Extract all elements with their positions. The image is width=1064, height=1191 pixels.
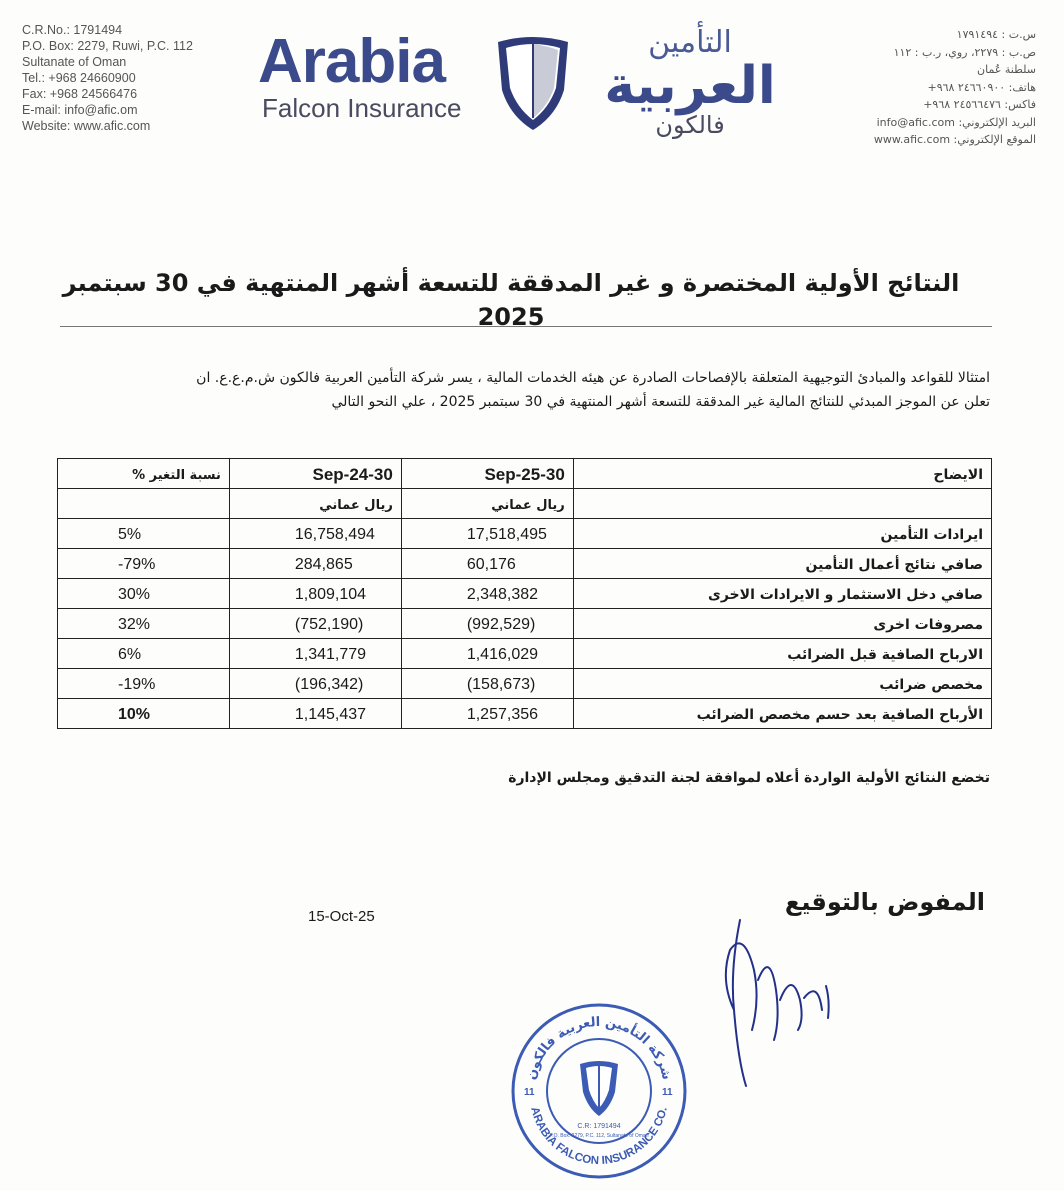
row-value-2024: 1,809,104 [229, 579, 401, 609]
po-box: P.O. Box: 2279, Ruwi, P.C. 112 [22, 39, 193, 53]
seal-number-right: 11 [662, 1087, 673, 1098]
logo-falcon-text: Falcon Insurance [262, 93, 462, 123]
row-desc: مخصص ضرائب [573, 669, 991, 699]
fax: Fax: +968 24566476 [22, 87, 138, 101]
table-row-total [58, 699, 992, 729]
table-currency-row [58, 489, 992, 519]
row-change: -79% [58, 549, 230, 579]
header-desc: الايضاح [573, 459, 991, 489]
document-title: النتائج الأولية المختصرة و غير المدققة للتسعة أشهر المنتهية في 30 سبتمبر 2025 [62, 269, 960, 331]
table-row [58, 549, 992, 579]
row-change: -19% [58, 669, 230, 699]
table-row [58, 609, 992, 639]
row-desc: صافي نتائج أعمال التأمين [573, 549, 991, 579]
cr-number: C.R.No.: 1791494 [22, 23, 123, 37]
financial-results-table [57, 458, 992, 729]
row-change: 30% [58, 579, 230, 609]
ar-fax: فاكس: ٢٤٥٦٦٤٧٦ ٩٦٨+ [923, 98, 1036, 111]
company-seal-stamp [508, 1000, 690, 1182]
row-value-2024: 1,145,437 [229, 699, 401, 729]
row-value-2024: 16,758,494 [229, 519, 401, 549]
ar-website: الموقع الإلكتروني: www.afic.com [873, 133, 1036, 146]
row-value-2024: 284,865 [229, 549, 401, 579]
row-value-2025: 60,176 [401, 549, 573, 579]
intro-paragraph [60, 366, 990, 414]
telephone: Tel.: +968 24660900 [22, 71, 136, 85]
country: Sultanate of Oman [22, 55, 127, 69]
seal-number-left: 11 [524, 1087, 535, 1098]
authorized-signatory-label: المفوض بالتوقيع [784, 888, 985, 916]
logo-ar-line2: العربية [604, 56, 776, 116]
table-header-row [58, 459, 992, 489]
table-row [58, 669, 992, 699]
row-desc: الارباح الصافية قبل الضرائب [573, 639, 991, 669]
logo-ar-line1: التأمين [648, 25, 732, 60]
intro-line-1: امتثالا للقواعد والمبادئ التوجيهية المتعلقة بالإفصاحات الصادرة عن هيئه الخدمات المالية ، يسر شركة التأمين العربية فالكون ش.م.ع.ع. ان [196, 370, 990, 386]
intro-line-2: تعلن عن الموجز المبدئي للنتائج المالية غير المدققة للتسعة أشهر المنتهية في 30 سبتمبر 2025 ، علي النحو التالي [331, 394, 990, 410]
table-row [58, 579, 992, 609]
table-row [58, 519, 992, 549]
row-change: 32% [58, 609, 230, 639]
seal-cr: C.R: 1791494 [577, 1123, 621, 1130]
document-date: 15-Oct-25 [308, 908, 375, 925]
row-change: 6% [58, 639, 230, 669]
ar-po-box: ص.ب : ٢٢٧٩، روي، ر.ب : ١١٢ [893, 45, 1036, 59]
website: Website: www.afic.com [22, 119, 151, 133]
logo-arabic [570, 26, 810, 138]
row-value-2025: 2,348,382 [401, 579, 573, 609]
currency-2025: ريال عماني [401, 489, 573, 519]
row-value-2025: 1,257,356 [401, 699, 573, 729]
row-desc: مصروفات اخرى [573, 609, 991, 639]
left-contact-block [22, 22, 252, 134]
row-value-2025: (158,673) [401, 669, 573, 699]
row-change: 5% [58, 519, 230, 549]
header-2024: 30-Sep-24 [229, 459, 401, 489]
row-value-2024: 1,341,779 [229, 639, 401, 669]
ar-cr-number: س.ت : ١٧٩١٤٩٤ [956, 28, 1036, 41]
seal-arabic-text: شركة التأمين العربية فالكون [523, 1014, 675, 1082]
seal-english-text: ARABIA FALCON INSURANCE CO. [528, 1105, 670, 1168]
row-desc: الأرباح الصافية بعد حسم مخصص الضرائب [573, 699, 991, 729]
seal-po: P.O. Box: 2279, P.C. 112, Sultanate of Oman [549, 1133, 649, 1139]
right-contact-block [816, 26, 1036, 149]
row-change: 10% [58, 699, 230, 729]
handwritten-signature [700, 890, 860, 1090]
approval-note: تخضع النتائج الأولية الواردة أعلاه لموافقة لجنة التدقيق ومجلس الإدارة [508, 770, 990, 786]
title-divider [60, 326, 992, 327]
row-desc: صافي دخل الاستثمار و الايرادات الاخرى [573, 579, 991, 609]
currency-2024: ريال عماني [229, 489, 401, 519]
logo-arabia-text: Arabia [258, 27, 445, 96]
ar-email: البريد الإلكتروني: info@afic.com [876, 115, 1036, 129]
logo-english [258, 27, 493, 123]
currency-desc-blank [573, 489, 991, 519]
row-value-2024: (752,190) [229, 609, 401, 639]
table-row [58, 639, 992, 669]
email: E-mail: info@afic.om [22, 103, 138, 117]
row-desc: ايرادات التأمين [573, 519, 991, 549]
ar-country: سلطنة عُمان [977, 63, 1036, 76]
shield-logo-icon [494, 34, 572, 132]
row-value-2025: 17,518,495 [401, 519, 573, 549]
row-value-2025: 1,416,029 [401, 639, 573, 669]
row-value-2025: (992,529) [401, 609, 573, 639]
seal-shield-icon [580, 1061, 618, 1116]
logo-ar-line3: فالكون [655, 111, 725, 139]
row-value-2024: (196,342) [229, 669, 401, 699]
currency-change-blank [58, 489, 230, 519]
header-2025: 30-Sep-25 [401, 459, 573, 489]
header-change: نسبة التغير % [58, 459, 230, 489]
ar-telephone: هاتف: ٢٤٦٦٠٩٠٠ ٩٦٨+ [927, 80, 1036, 94]
